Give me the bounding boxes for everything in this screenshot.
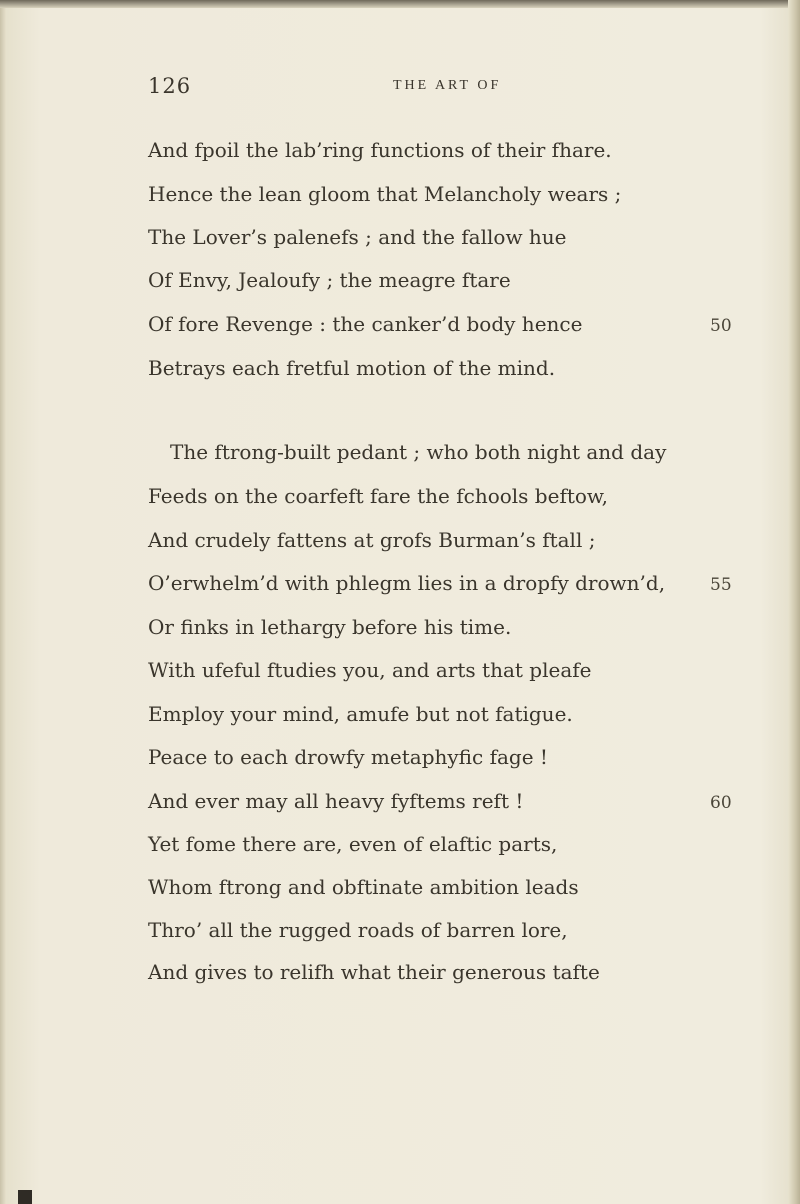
verse-line: With ufeful ftudies you, and arts that pleafe — [148, 658, 592, 682]
verse-line: And ever may all heavy fyftems reft ! — [148, 789, 524, 813]
verse-line: Employ your mind, amufe but not fatigue. — [148, 702, 573, 726]
binding-mark — [18, 1190, 32, 1204]
verse-line: Of Envy, Jealoufy ; the meagre ftare — [148, 268, 511, 292]
verse-line: Hence the lean gloom that Melancholy wears ; — [148, 182, 622, 206]
verse-line: And gives to relifh what their generous tafte — [148, 960, 600, 984]
running-head: THE ART OF — [393, 78, 502, 93]
line-number: 55 — [710, 575, 732, 595]
verse-line: The Lover’s palenefs ; and the fallow hue — [148, 225, 567, 249]
page-number: 126 — [148, 74, 192, 98]
verse-line: Peace to each drowfy metaphyfic fage ! — [148, 745, 548, 769]
verse-line: Feeds on the coarfeft fare the fchools beftow, — [148, 484, 609, 508]
verse-line: Or finks in lethargy before his time. — [148, 615, 512, 639]
verse-line: Whom ftrong and obftinate ambition leads — [148, 875, 579, 899]
verse-line: Of fore Revenge : the canker’d body hence — [148, 312, 583, 336]
verse-line: Yet fome there are, even of elaftic parts, — [148, 832, 558, 856]
verse-line: And crudely fattens at grofs Burman’s ftall ; — [148, 528, 596, 552]
verse-line: And fpoil the lab’ring functions of their fhare. — [148, 138, 612, 162]
verse-line: Betrays each fretful motion of the mind. — [148, 356, 556, 380]
line-number: 60 — [710, 793, 732, 813]
verse-line: Thro’ all the rugged roads of barren lore, — [148, 918, 568, 942]
verse-line: The ftrong-built pedant ; who both night and day — [170, 440, 667, 464]
verse-line: O’erwhelm’d with phlegm lies in a dropfy drown’d, — [148, 571, 666, 595]
line-number: 50 — [710, 316, 732, 336]
